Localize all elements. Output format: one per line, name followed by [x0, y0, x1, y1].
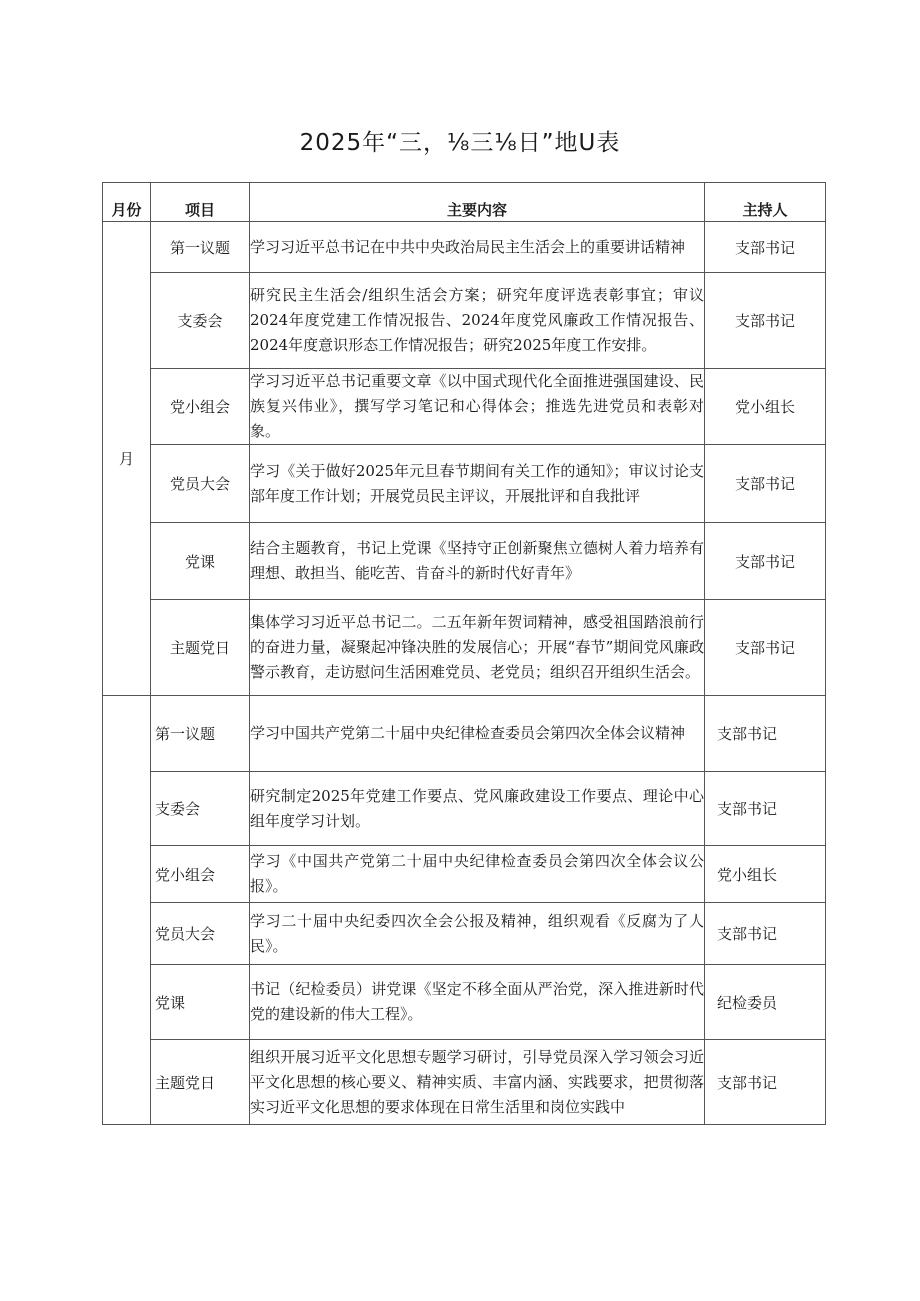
- host-cell: 支部书记: [705, 696, 826, 772]
- content-cell: 研究制定2025年党建工作要点、党风廉政建设工作要点、理论中心组年度学习计划。: [250, 772, 705, 846]
- header-host: 主持人: [705, 183, 826, 222]
- table-row: [103, 523, 826, 600]
- item-cell: 支委会: [151, 772, 250, 846]
- content-cell: 学习中国共产党第二十届中央纪律检查委员会第四次全体会议精神: [250, 696, 705, 772]
- host-cell: 支部书记: [705, 903, 826, 965]
- item-cell: 党课: [151, 523, 250, 600]
- content-cell: 学习《中国共产党第二十届中央纪律检查委员会第四次全体会议公报》。: [250, 846, 705, 903]
- table-row: [103, 772, 826, 846]
- host-cell: 支部书记: [705, 523, 826, 600]
- table-row: [103, 903, 826, 965]
- host-cell: 支部书记: [705, 222, 826, 273]
- content-cell: 学习二十届中央纪委四次全会公报及精神，组织观看《反腐为了人民》。: [250, 903, 705, 965]
- month-cell: [103, 696, 151, 1125]
- content-cell: 书记（纪检委员）讲党课《坚定不移全面从严治党，深入推进新时代党的建设新的伟大工程》。: [250, 965, 705, 1040]
- table-row: [103, 273, 826, 369]
- host-cell: 支部书记: [705, 772, 826, 846]
- document-title: 2025年“三，⅛三⅛日”地U表: [299, 130, 621, 156]
- header-content: 主要内容: [250, 183, 705, 222]
- host-cell: 支部书记: [705, 273, 826, 369]
- item-cell: 党小组会: [151, 846, 250, 903]
- item-cell: 党课: [151, 965, 250, 1040]
- table-row: [103, 222, 826, 273]
- table-row: [103, 696, 826, 772]
- content-cell: 学习《关于做好2025年元旦春节期间有关工作的通知》；审议讨论支部年度工作计划；开展党员民主评议，开展批评和自我批评: [250, 445, 705, 523]
- table-row: [103, 369, 826, 445]
- header-row: [103, 183, 826, 222]
- item-cell: 党小组会: [151, 369, 250, 445]
- content-cell: 集体学习习近平总书记二。二五年新年贺词精神，感受祖国踏浪前行的奋进力量，凝聚起冲锋决胜的发展信心；开展“春节”期间党风廉政警示教育，走访慰问生活困难党员、老党员；组织召开组织生活会。: [250, 600, 705, 696]
- header-month: 月份: [103, 183, 151, 222]
- table-row: [103, 1040, 826, 1125]
- month-cell: 月: [103, 222, 151, 696]
- table-row: [103, 965, 826, 1040]
- content-cell: 研究民主生活会/组织生活会方案；研究年度评选表彰事宜；审议2024年度党建工作情况报告、2024年度党风廉政工作情况报告、2024年度意识形态工作情况报告；研究2025年度工作安排。: [250, 273, 705, 369]
- host-cell: 支部书记: [705, 1040, 826, 1125]
- host-cell: 支部书记: [705, 600, 826, 696]
- table-row: [103, 846, 826, 903]
- content-cell: 结合主题教育，书记上党课《坚持守正创新聚焦立德树人着力培养有理想、敢担当、能吃苦、肯奋斗的新时代好青年》: [250, 523, 705, 600]
- item-cell: 党员大会: [151, 903, 250, 965]
- content-cell: 组织开展习近平文化思想专题学习研讨，引导党员深入学习领会习近平文化思想的核心要义、精神实质、丰富内涵、实践要求，把贯彻落实习近平文化思想的要求体现在日常生活里和岗位实践中: [250, 1040, 705, 1125]
- table-row: [103, 445, 826, 523]
- item-cell: 主题党日: [151, 1040, 250, 1125]
- item-cell: 党员大会: [151, 445, 250, 523]
- host-cell: 党小组长: [705, 846, 826, 903]
- item-cell: 主题党日: [151, 600, 250, 696]
- host-cell: 党小组长: [705, 369, 826, 445]
- content-cell: 学习习近平总书记重要文章《以中国式现代化全面推进强国建设、民族复兴伟业》，撰写学习笔记和心得体会；推选先进党员和表彰对象。: [250, 369, 705, 445]
- host-cell: 支部书记: [705, 445, 826, 523]
- item-cell: 支委会: [151, 273, 250, 369]
- activity-plan-table: [102, 182, 826, 1125]
- item-cell: 第一议题: [151, 696, 250, 772]
- item-cell: 第一议题: [151, 222, 250, 273]
- header-item: 项目: [151, 183, 250, 222]
- content-cell: 学习习近平总书记在中共中央政治局民主生活会上的重要讲话精神: [250, 222, 705, 273]
- table-row: [103, 600, 826, 696]
- host-cell: 纪检委员: [705, 965, 826, 1040]
